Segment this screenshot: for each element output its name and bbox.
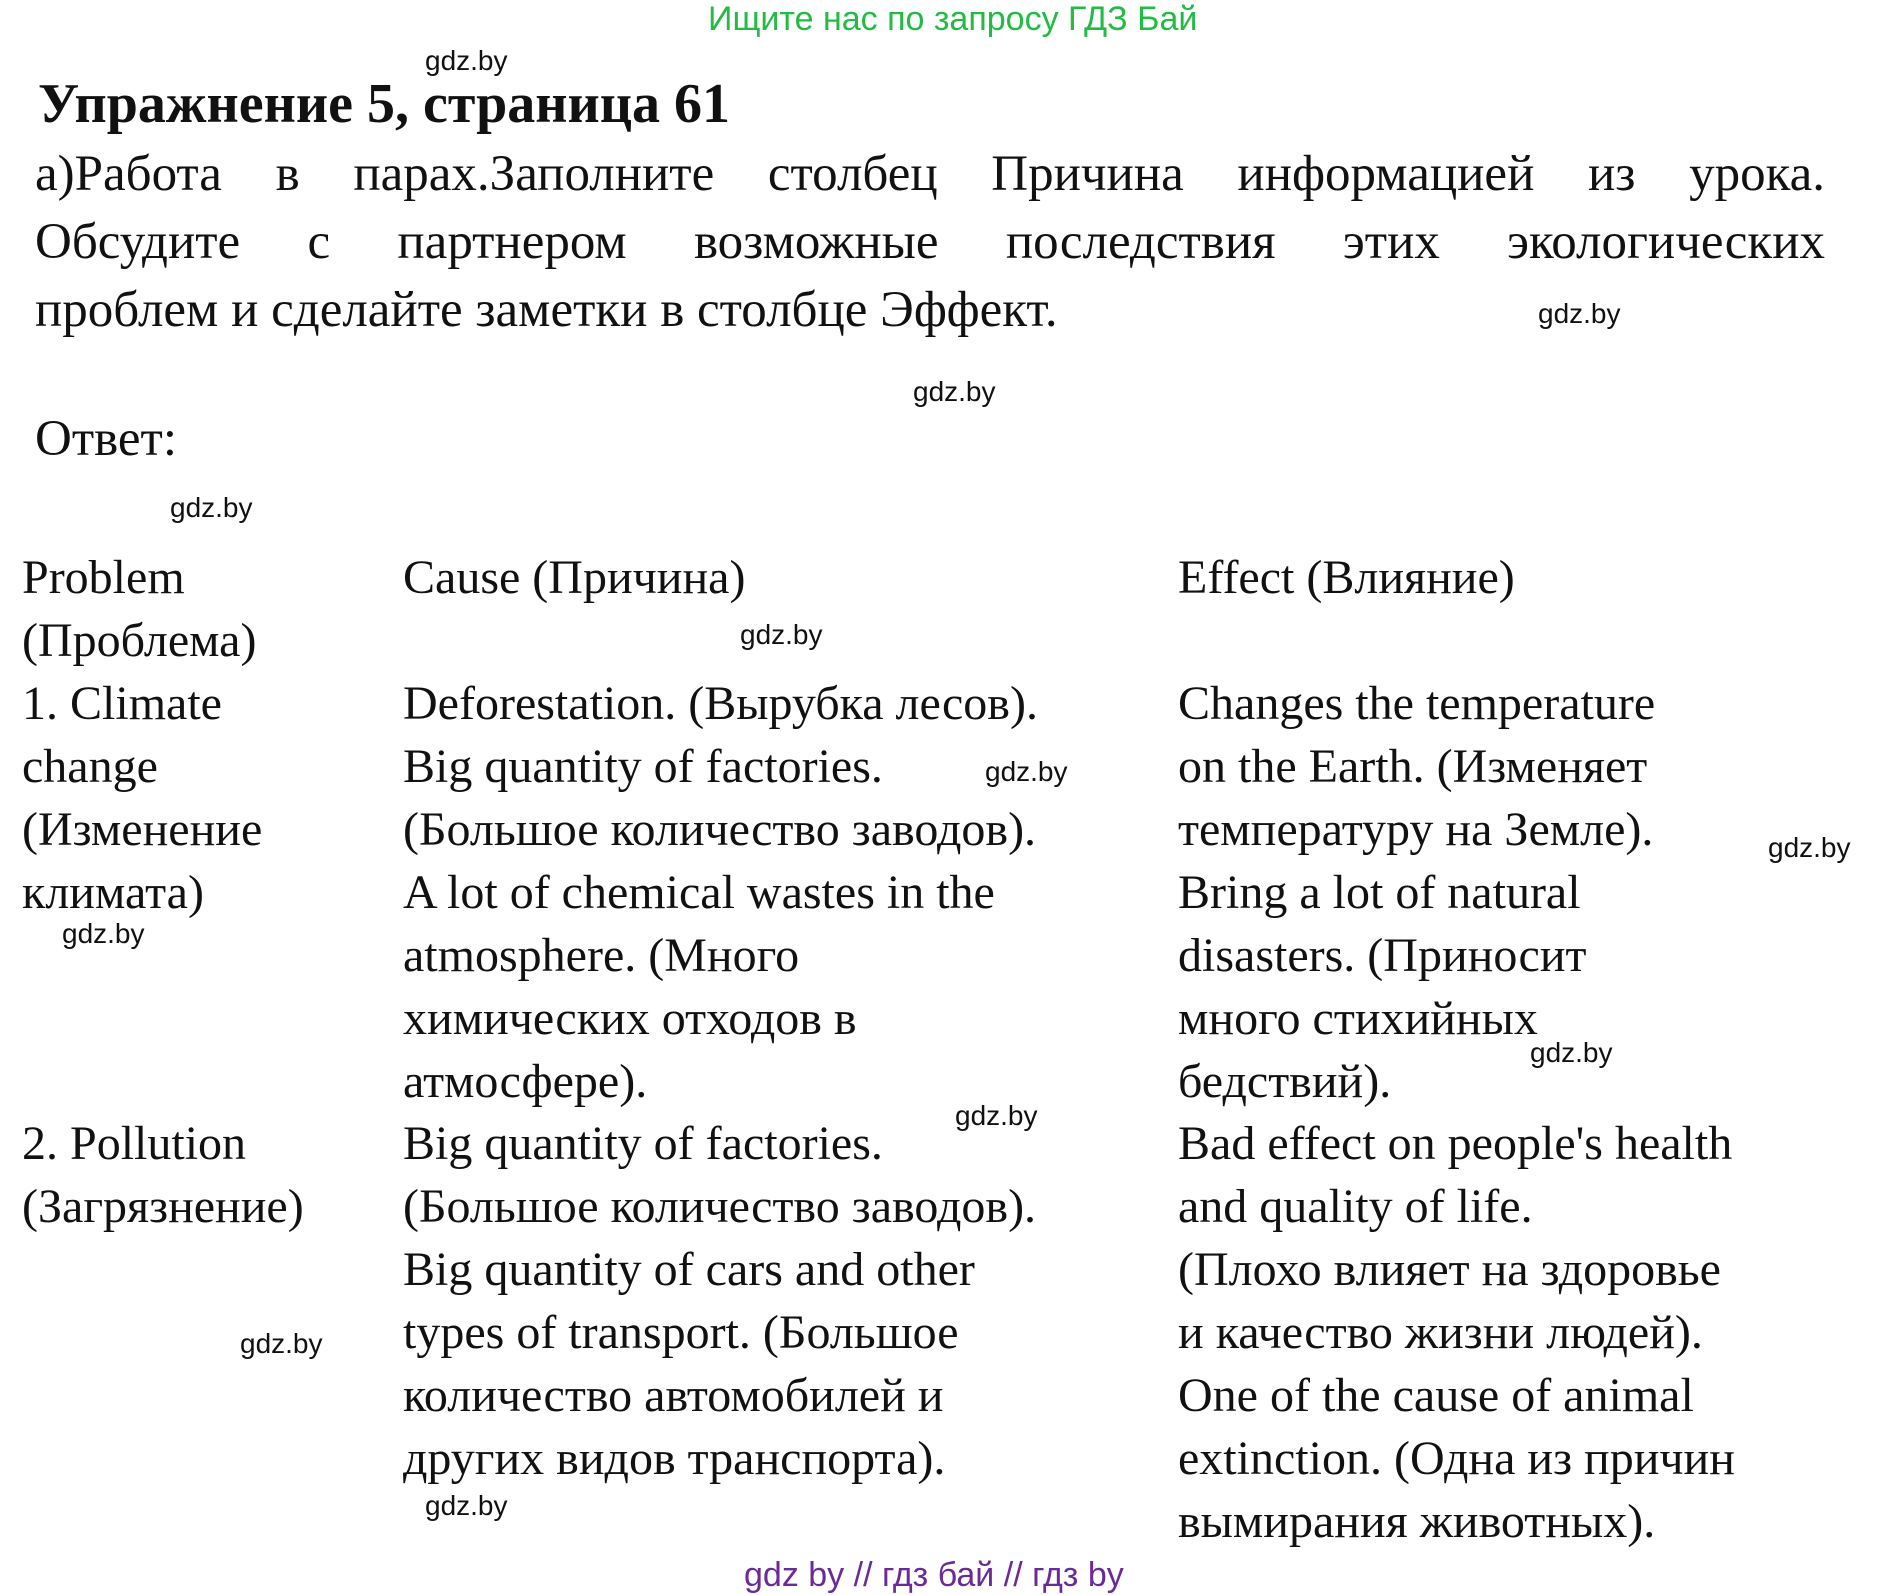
header-problem: Problem (Проблема) bbox=[22, 551, 257, 667]
header-effect: Effect (Влияние) bbox=[1178, 551, 1515, 604]
watermark: gdz.by bbox=[913, 376, 996, 407]
watermark: gdz.by bbox=[170, 492, 253, 523]
row-effect: Bad effect on people's health and quality of life. (Плохо влияет на здоровье и качество жизни людей). One of the cause of animal extinction. (Одна из причин вымирания животных). bbox=[1178, 1117, 1735, 1548]
top-banner[interactable]: Ищите нас по запросу ГДЗ Бай bbox=[708, 0, 1198, 38]
row-problem: 2. Pollution (Загрязнение) bbox=[22, 1117, 304, 1233]
watermark: gdz.by bbox=[955, 1100, 1038, 1131]
row-problem: 1. Climate change (Изменение климата) bbox=[22, 677, 263, 919]
watermark: gdz.by bbox=[985, 756, 1068, 787]
row-effect: Changes the temperature on the Earth. (Изменяет температуру на Земле). Bring a lot of natural disasters. (Приносит много стихийных бедствий). bbox=[1178, 677, 1656, 1108]
row-cause: Big quantity of factories. (Большое количество заводов). Big quantity of cars and other types of transport. (Большое количество автомобилей и других видов транспорта). bbox=[403, 1117, 1037, 1485]
page-title: Упражнение 5, страница 61 bbox=[38, 73, 731, 135]
watermark: gdz.by bbox=[740, 619, 823, 650]
answer-label: Ответ: bbox=[35, 411, 177, 467]
watermark: gdz.by bbox=[1538, 298, 1621, 329]
task-line: Обсудите с партнером возможные последствия этих экологических bbox=[35, 214, 1825, 270]
watermark: gdz.by bbox=[425, 1490, 508, 1521]
footer-links[interactable]: gdz by // гдз бай // гдз by bbox=[744, 1556, 1124, 1594]
watermark: gdz.by bbox=[240, 1328, 323, 1359]
watermark: gdz.by bbox=[1530, 1037, 1613, 1068]
task-line: a)Работа в парах.Заполните столбец Причина информацией из урока. bbox=[35, 146, 1825, 202]
watermark: gdz.by bbox=[62, 918, 145, 949]
watermark: gdz.by bbox=[1768, 832, 1851, 863]
task-line: проблем и сделайте заметки в столбце Эффект. bbox=[35, 282, 1058, 338]
watermark: gdz.by bbox=[425, 45, 508, 76]
row-cause: Deforestation. (Вырубка лесов). Big quantity of factories. (Большое количество заводов). A lot of chemical wastes in the atmosphere. (Много химических отходов в атмосфере). bbox=[403, 677, 1038, 1108]
header-cause: Cause (Причина) bbox=[403, 551, 746, 604]
